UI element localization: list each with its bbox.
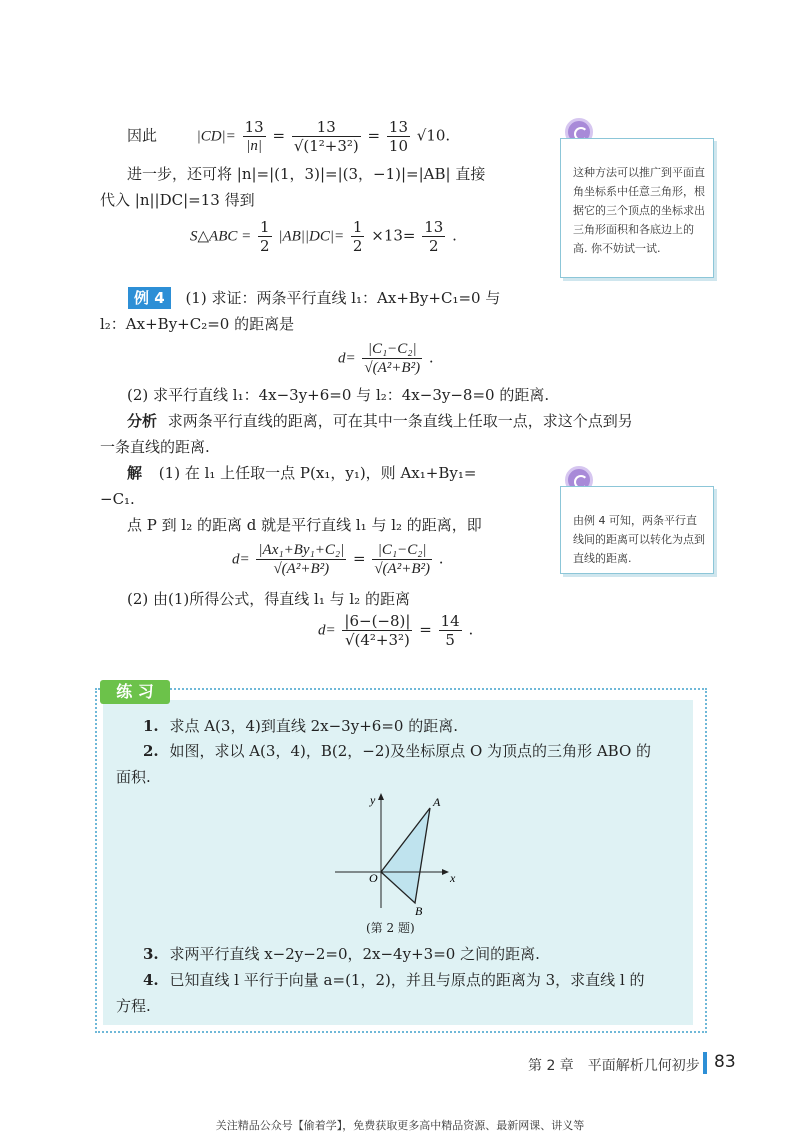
analysis: 分析 求两条平行直线的距离，可在其中一条直线上任取一点，求这个点到另	[127, 412, 633, 430]
side-note: 这种方法可以推广到平面直角坐标系中任意三角形，根据它的三个顶点的坐标求出三角形面积和各底边上的高. 你不妨试一试.	[560, 138, 714, 278]
example-tag: 例 4	[128, 287, 171, 309]
formula-solution: d= $\frac{\text{|Ax₁+By₁+C₂|}}{\text{√(A²+B²)}}$ = $\frac{\text{|C₁−C₂|}}{\text{√(A²+B²)}}$ .	[232, 542, 444, 577]
text-line: (2) 由(1)所得公式，得直线 l₁ 与 l₂ 的距离	[127, 590, 410, 608]
formula-area: S△ABC = $\frac{1}{2}$ |AB||DC|= $\frac{1}{2}$ ×13= $\frac{13}{2}$ .	[190, 218, 457, 255]
axis-x-label: x	[450, 871, 456, 885]
example-4-heading: 例 4 (1) 求证：两条平行直线 l₁：Ax+By+C₁=0 与	[128, 287, 500, 309]
exercise-label: 练 习	[100, 680, 170, 704]
formula-result: d= $\frac{|6-(-8)|}{\text{√(4²+3²)}}$ = $\frac{14}{5}$ .	[318, 612, 474, 649]
y-axis-arrow	[378, 793, 384, 800]
figure-caption: (第 2 题)	[366, 921, 415, 935]
footer-accent-bar	[703, 1052, 707, 1074]
solution: 解 (1) 在 l₁ 上任取一点 P(x₁，y₁)，则 Ax₁+By₁=	[127, 464, 477, 482]
text-line: 方程.	[116, 997, 151, 1015]
side-note: 由例 4 可知，两条平行直线间的距离可以转化为点到直线的距离.	[560, 486, 714, 574]
watermark-text: 关注精品公众号【偷着学】，免费获取更多高中精品资源、最新网课、讲义等	[215, 1119, 585, 1132]
fraction: $\frac{13}{|n|}$	[244, 118, 264, 154]
fraction: $\frac{13}{\text{√(1²+3²)}}$	[293, 118, 359, 155]
text-line: 一条直线的距离.	[100, 438, 210, 456]
exercise-q4: 4. 已知直线 l 平行于向量 a=(1，2)，并且与原点的距离为 3，求直线 l 的	[143, 971, 645, 989]
text-line: 代入 |n||DC|=13 得到	[100, 191, 255, 209]
x-axis-arrow	[442, 869, 449, 875]
chapter-title: 第 2 章 平面解析几何初步	[528, 1058, 700, 1074]
text-line: (2) 求平行直线 l₁：4x−3y+6=0 与 l₂：4x−3y−8=0 的距离.	[127, 386, 550, 404]
exercise-q2: 2. 如图，求以 A(3，4)，B(2，−2)及坐标原点 O 为顶点的三角形 ABO 的	[143, 742, 652, 760]
page-number: 83	[714, 1052, 736, 1072]
point-b-label: B	[415, 904, 423, 918]
point-o-label: O	[369, 871, 378, 885]
formula-cd: 因此 |CD|= $\frac{13}{|n|}$ = $\frac{13}{\text{√(1²+3²)}}$ = $\frac{13}{10}$ √10.	[127, 118, 451, 155]
triangle-abo	[381, 808, 430, 903]
point-a-label: A	[433, 795, 441, 809]
text-line: −C₁.	[100, 490, 135, 508]
exercise-q3: 3. 求两平行直线 x−2y−2=0，2x−4y+3=0 之间的距离.	[143, 945, 540, 963]
axis-y-label: y	[370, 793, 376, 807]
triangle-figure	[325, 790, 475, 920]
formula-distance: d= $\frac{\text{|C₁−C₂|}}{\text{√(A²+B²)}}$ .	[338, 341, 434, 376]
text-line: 点 P 到 l₂ 的距离 d 就是平行直线 l₁ 与 l₂ 的距离，即	[127, 516, 482, 534]
text-line: 面积.	[116, 768, 151, 786]
exercise-q1: 1. 求点 A(3，4)到直线 2x−3y+6=0 的距离.	[143, 717, 458, 735]
fraction: $\frac{13}{10}$	[388, 118, 408, 155]
text-line: 进一步，还可将 |n|=|(1，3)|=|(3，−1)|=|AB| 直接	[127, 165, 486, 183]
text-line: l₂：Ax+By+C₂=0 的距离是	[100, 315, 295, 333]
